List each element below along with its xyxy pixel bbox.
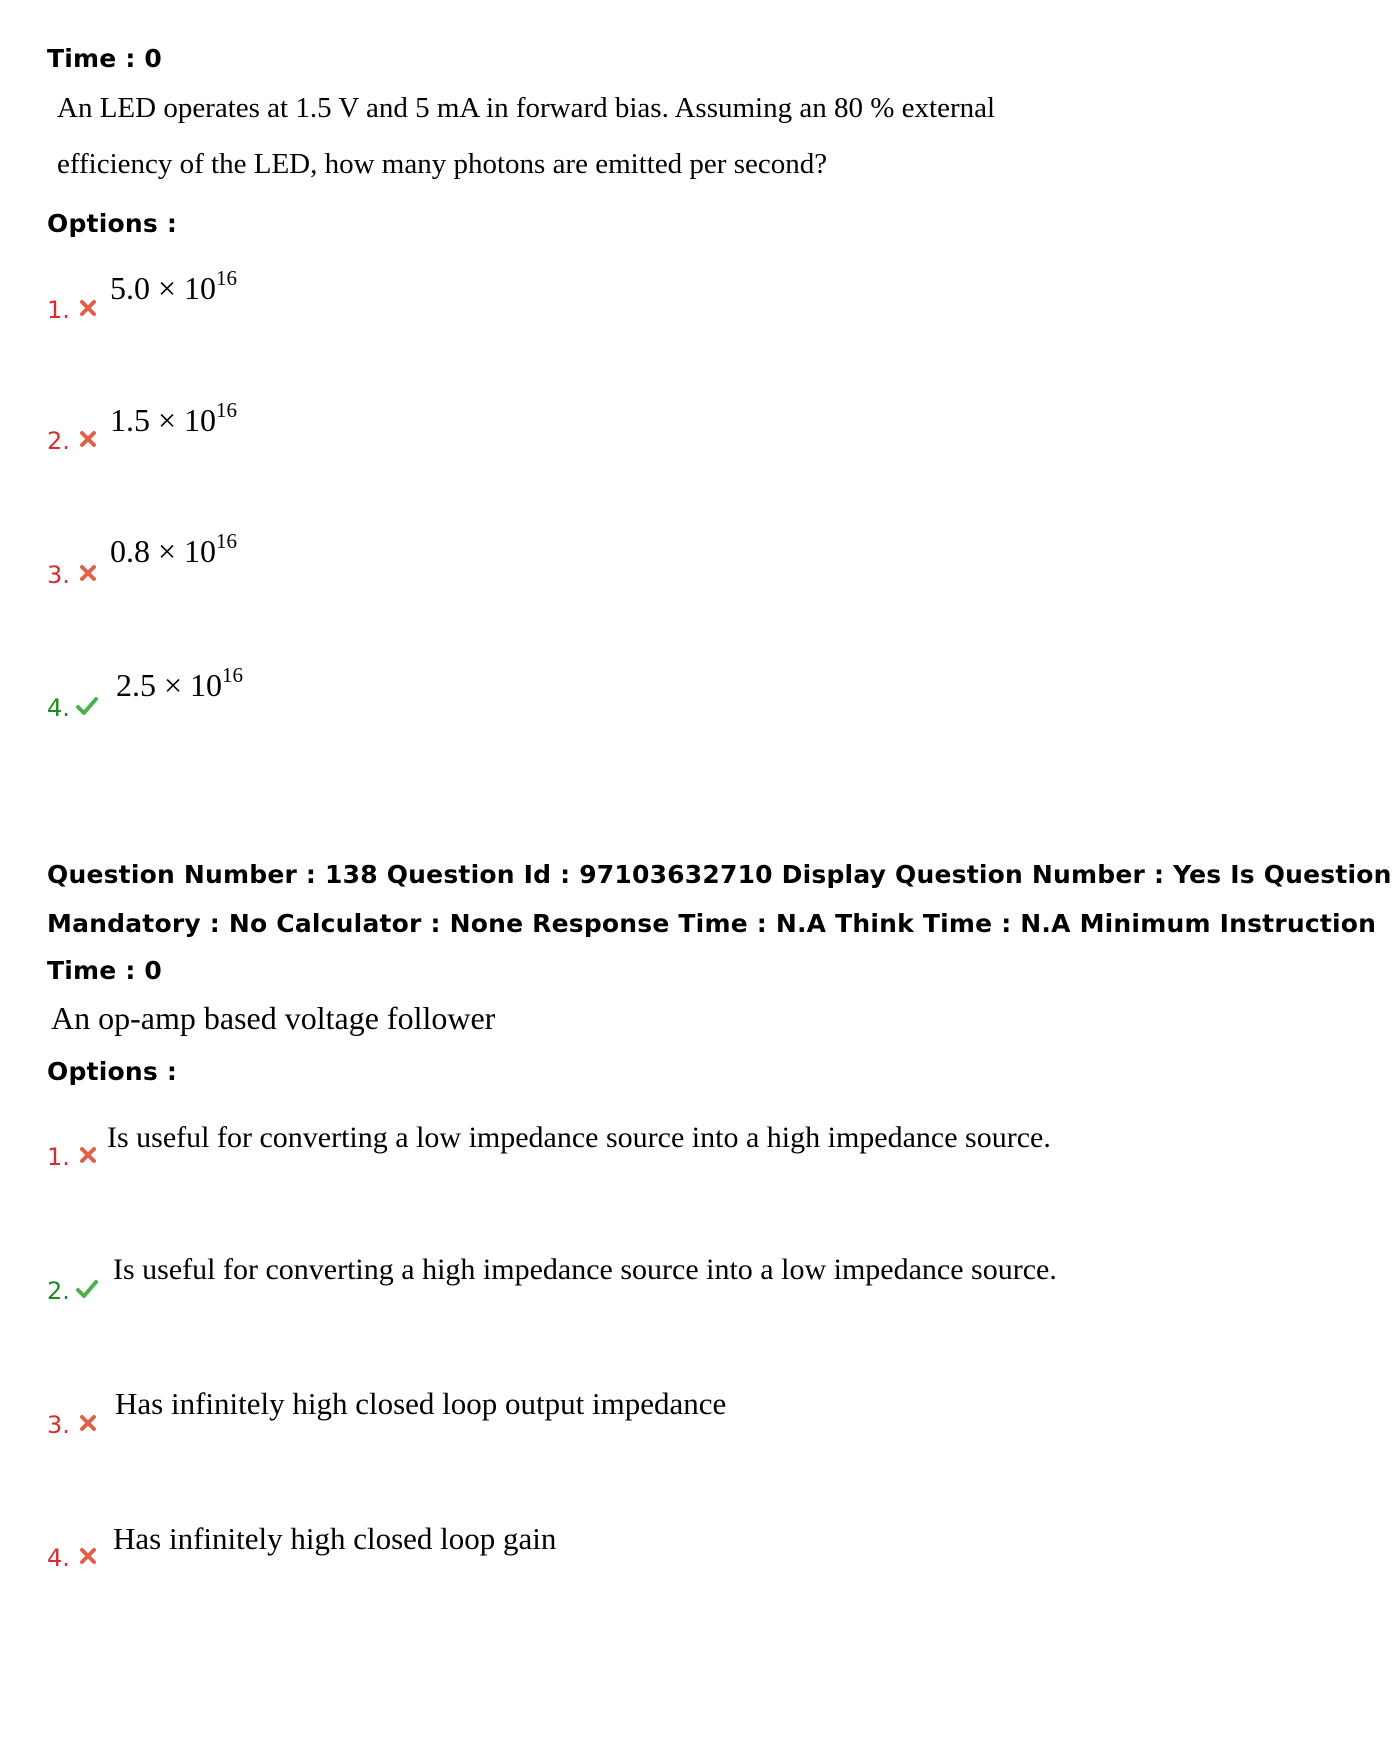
q2-meta-line1: Question Number : 138 Question Id : 97103632710 Display Question Number : Yes Is Question <box>47 860 1392 889</box>
q1-option-1-number: 1. <box>47 296 70 324</box>
base: 10 <box>184 270 217 306</box>
cross-icon <box>76 561 100 585</box>
q2-option-2-text: Is useful for converting a high impedance source into a low impedance source. <box>113 1253 1057 1286</box>
mantissa: 0.8 <box>110 533 150 569</box>
times-sign: × <box>158 402 177 438</box>
mantissa: 5.0 <box>110 270 150 306</box>
cross-icon <box>76 427 100 451</box>
base: 10 <box>184 533 217 569</box>
base: 10 <box>190 667 223 703</box>
times-sign: × <box>164 667 183 703</box>
mantissa: 1.5 <box>110 402 150 438</box>
q2-meta-line2: Mandatory : No Calculator : None Response Time : N.A Think Time : N.A Minimum Instruction <box>47 909 1377 938</box>
cross-icon <box>76 1143 100 1167</box>
times-sign: × <box>158 533 177 569</box>
check-icon <box>75 694 99 718</box>
q1-time-line: Time : 0 <box>47 44 163 73</box>
q2-option-2-number: 2. <box>47 1277 70 1305</box>
q2-option-4-text: Has infinitely high closed loop gain <box>113 1521 557 1556</box>
q2-option-3-number: 3. <box>47 1411 70 1439</box>
q2-option-3-text: Has infinitely high closed loop output impedance <box>115 1386 727 1421</box>
exponent: 16 <box>216 398 238 423</box>
mantissa: 2.5 <box>116 667 156 703</box>
q1-option-3-value <box>110 529 238 570</box>
q1-option-2-value <box>110 398 238 439</box>
q2-option-1-text: Is useful for converting a low impedance source into a high impedance source. <box>107 1121 1051 1154</box>
q1-question-line2: efficiency of the LED, how many photons are emitted per second? <box>57 148 828 180</box>
cross-icon <box>76 1411 100 1435</box>
q2-question: An op-amp based voltage follower <box>51 1000 496 1036</box>
cross-icon <box>76 1544 100 1568</box>
base: 10 <box>184 402 217 438</box>
q1-option-4-value <box>116 663 244 704</box>
times-sign: × <box>158 270 177 306</box>
q1-option-1-value <box>110 266 238 307</box>
q2-time-line: Time : 0 <box>47 956 163 985</box>
exponent: 16 <box>222 663 244 688</box>
exponent: 16 <box>216 529 238 554</box>
q1-option-4-number: 4. <box>47 694 70 722</box>
q2-options-label: Options : <box>47 1057 178 1086</box>
q1-option-3-number: 3. <box>47 561 70 589</box>
q1-options-label: Options : <box>47 209 178 238</box>
q2-option-4-number: 4. <box>47 1544 70 1572</box>
q1-question-line1: An LED operates at 1.5 V and 5 mA in forward bias. Assuming an 80 % external <box>57 92 996 124</box>
cross-icon <box>76 296 100 320</box>
check-icon <box>75 1277 99 1301</box>
q1-option-2-number: 2. <box>47 427 70 455</box>
q2-option-1-number: 1. <box>47 1143 70 1171</box>
exponent: 16 <box>216 266 238 291</box>
